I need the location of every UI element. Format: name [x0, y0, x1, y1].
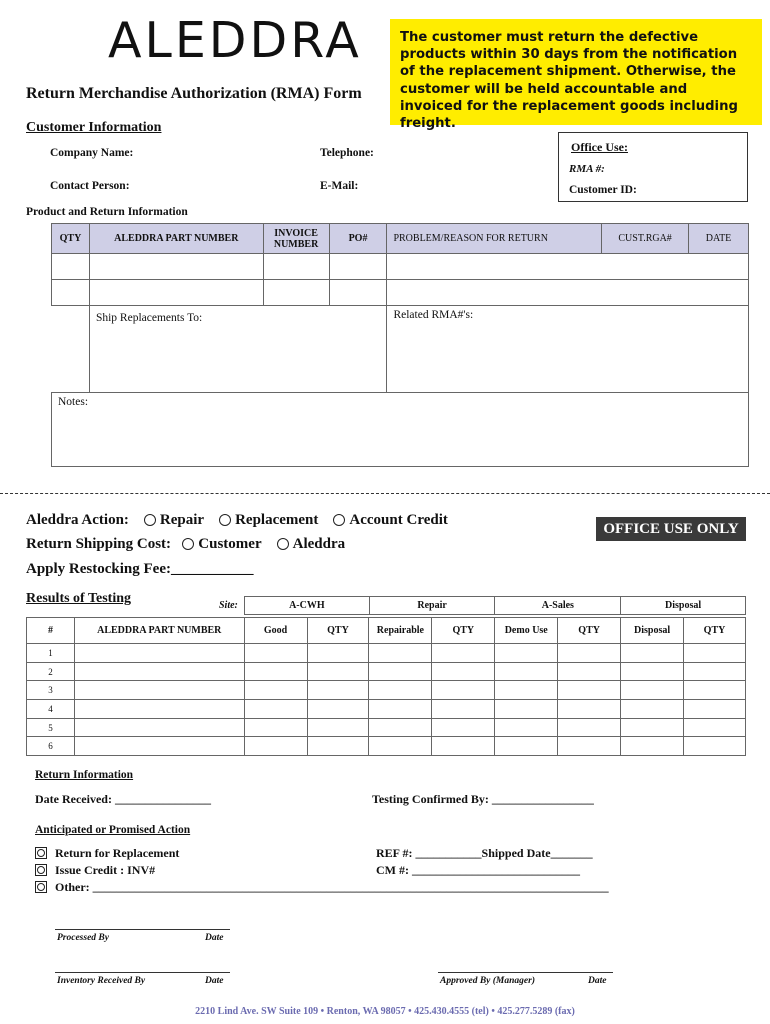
testing-cell[interactable] — [558, 644, 621, 663]
testing-cell[interactable] — [684, 718, 746, 737]
aleddra-option: Aleddra — [292, 536, 346, 552]
problem-cell[interactable] — [387, 280, 749, 306]
testing-cell[interactable] — [244, 737, 307, 756]
testing-cell[interactable] — [369, 681, 432, 700]
results-testing-heading: Results of Testing — [26, 591, 132, 606]
office-use-only-badge: OFFICE USE ONLY — [596, 517, 746, 541]
testing-cell[interactable] — [495, 700, 558, 719]
header-problem-reason: PROBLEM/REASON FOR RETURN — [387, 224, 602, 254]
customer-info-heading: Customer Information — [26, 120, 162, 135]
account-credit-option: Account Credit — [349, 512, 448, 528]
testing-row — [27, 700, 746, 719]
issue-credit-item[interactable] — [35, 863, 155, 878]
testing-cell[interactable] — [432, 644, 495, 663]
aleddra-logo: ALEDDRA — [108, 12, 362, 69]
group-disposal: Disposal — [621, 597, 746, 615]
testing-cell[interactable] — [684, 662, 746, 681]
testing-cell[interactable] — [369, 662, 432, 681]
aleddra-radio[interactable] — [277, 538, 289, 550]
inventory-received-label: Inventory Received By — [57, 976, 146, 986]
testing-cell[interactable] — [495, 681, 558, 700]
testing-cell[interactable] — [621, 662, 684, 681]
testing-row — [27, 644, 746, 663]
testing-row — [27, 718, 746, 737]
customer-id-label: Customer ID: — [569, 184, 637, 196]
form-title: Return Merchandise Authorization (RMA) Form — [26, 85, 362, 102]
testing-table — [26, 617, 746, 756]
testing-cell[interactable] — [74, 662, 244, 681]
testing-cell[interactable] — [621, 700, 684, 719]
restocking-fee-field[interactable]: Apply Restocking Fee:___________ — [26, 561, 254, 577]
group-a-cwh: A-CWH — [245, 597, 370, 615]
invoice-cell[interactable] — [263, 254, 329, 280]
processed-by-line[interactable] — [55, 929, 230, 930]
testing-cell[interactable] — [495, 737, 558, 756]
inventory-received-line[interactable] — [55, 972, 230, 973]
row-number: 3 — [27, 681, 75, 700]
account-credit-radio[interactable] — [333, 514, 345, 526]
testing-cell[interactable] — [432, 700, 495, 719]
product-info-heading: Product and Return Information — [26, 206, 188, 218]
testing-cell[interactable] — [369, 737, 432, 756]
testing-cell[interactable] — [307, 681, 369, 700]
other-item[interactable] — [35, 880, 609, 895]
return-replacement-item[interactable] — [35, 846, 179, 861]
testing-cell[interactable] — [495, 644, 558, 663]
testing-cell[interactable] — [558, 662, 621, 681]
ref-number-field[interactable]: REF #: ___________Shipped Date_______ — [376, 846, 593, 860]
approved-by-line[interactable] — [438, 972, 613, 973]
processed-date-label: Date — [205, 933, 224, 943]
ship-related-row — [52, 306, 749, 393]
testing-cell[interactable] — [684, 700, 746, 719]
testing-row — [27, 737, 746, 756]
testing-cell[interactable] — [621, 737, 684, 756]
testing-cell[interactable] — [432, 718, 495, 737]
testing-cell[interactable] — [495, 662, 558, 681]
group-a-sales: A-Sales — [495, 597, 621, 615]
date-received-field[interactable]: Date Received: ________________ — [35, 792, 211, 806]
testing-cell[interactable] — [244, 662, 307, 681]
notes-field[interactable] — [52, 393, 749, 467]
return-notice: The customer must return the defective products within 30 days from the notification of the replacement shipment. Otherwise, the customer will be held accountable and invoiced for the replacement goods including freight. — [390, 19, 762, 125]
approved-by-label: Approved By (Manager) — [440, 976, 535, 986]
header-qty: QTY — [684, 618, 746, 644]
issue-credit-label: Issue Credit : INV# — [55, 863, 156, 877]
aleddra-action-label: Aleddra Action: — [26, 512, 129, 528]
row-number: 5 — [27, 718, 75, 737]
replacement-option: Replacement — [235, 512, 319, 528]
header-cust-rga: CUST.RGA# — [602, 224, 689, 254]
office-use-title: Office Use: — [571, 140, 628, 154]
testing-cell[interactable] — [684, 737, 746, 756]
shipping-cost-label: Return Shipping Cost: — [26, 536, 172, 552]
header-part-number: ALEDDRA PART NUMBER — [89, 224, 263, 254]
aleddra-action-row — [26, 512, 448, 529]
ship-replacements-label: Ship Replacements To: — [95, 312, 203, 324]
part-number-cell[interactable] — [89, 280, 263, 306]
testing-cell[interactable] — [369, 718, 432, 737]
email-label: E-Mail: — [320, 180, 359, 192]
related-rma-field[interactable] — [387, 306, 749, 393]
header-qty: QTY — [307, 618, 369, 644]
header-part-number: ALEDDRA PART NUMBER — [74, 618, 244, 644]
row-number: 4 — [27, 700, 75, 719]
testing-cell[interactable] — [307, 662, 369, 681]
rma-number-label: RMA #: — [569, 163, 605, 175]
header-disposal: Disposal — [621, 618, 684, 644]
processed-by-label: Processed By — [57, 933, 109, 943]
testing-cell[interactable] — [369, 644, 432, 663]
cm-number-field[interactable]: CM #: ____________________________ — [376, 863, 580, 877]
testing-cell[interactable] — [307, 737, 369, 756]
invoice-cell[interactable] — [263, 280, 329, 306]
testing-cell[interactable] — [244, 700, 307, 719]
header-good: Good — [244, 618, 307, 644]
footer-address: 2210 Lind Ave. SW Suite 109 • Renton, WA 98057 • 425.430.4555 (tel) • 425.277.5289 (fax) — [195, 1006, 575, 1017]
testing-cell[interactable] — [369, 700, 432, 719]
header-qty: QTY — [52, 224, 90, 254]
customer-option: Customer — [198, 536, 262, 552]
repair-radio[interactable] — [144, 514, 156, 526]
testing-cell[interactable] — [74, 681, 244, 700]
return-replacement-checkbox[interactable] — [35, 847, 47, 859]
testing-cell[interactable] — [244, 718, 307, 737]
repair-option: Repair — [159, 512, 205, 528]
problem-cell[interactable] — [387, 254, 749, 280]
testing-cell[interactable] — [244, 644, 307, 663]
site-group-header — [244, 596, 746, 615]
row-number: 2 — [27, 662, 75, 681]
testing-cell[interactable] — [244, 681, 307, 700]
replacement-radio[interactable] — [219, 514, 231, 526]
inventory-date-label: Date — [205, 976, 224, 986]
testing-cell[interactable] — [307, 644, 369, 663]
testing-cell[interactable] — [495, 718, 558, 737]
product-row — [52, 280, 749, 306]
testing-cell[interactable] — [558, 718, 621, 737]
contact-person-label: Contact Person: — [50, 180, 130, 192]
testing-rows — [27, 644, 746, 756]
site-label: Site: — [219, 600, 238, 611]
part-number-cell[interactable] — [89, 254, 263, 280]
header-row-number: # — [27, 618, 75, 644]
testing-cell[interactable] — [684, 644, 746, 663]
testing-cell[interactable] — [684, 681, 746, 700]
header-repairable: Repairable — [369, 618, 432, 644]
testing-cell[interactable] — [74, 737, 244, 756]
po-cell[interactable] — [329, 254, 387, 280]
qty-cell[interactable] — [52, 254, 90, 280]
notes-row — [52, 393, 749, 467]
customer-radio[interactable] — [182, 538, 194, 550]
testing-cell[interactable] — [307, 718, 369, 737]
telephone-label: Telephone: — [320, 147, 374, 159]
testing-cell[interactable] — [74, 700, 244, 719]
testing-cell[interactable] — [621, 681, 684, 700]
header-date: DATE — [689, 224, 749, 254]
testing-cell[interactable] — [432, 681, 495, 700]
section-divider — [0, 493, 770, 494]
testing-cell[interactable] — [621, 718, 684, 737]
testing-cell[interactable] — [307, 700, 369, 719]
company-name-label: Company Name: — [50, 147, 134, 159]
other-label: Other: ______________________________________________________________________________________ — [55, 880, 609, 894]
header-demo-use: Demo Use — [495, 618, 558, 644]
po-cell[interactable] — [329, 280, 387, 306]
row-number: 1 — [27, 644, 75, 663]
testing-cell[interactable] — [621, 644, 684, 663]
return-replacement-label: Return for Replacement — [55, 846, 180, 860]
shipping-cost-row — [26, 536, 345, 553]
testing-row — [27, 681, 746, 700]
office-use-box — [558, 132, 748, 202]
notes-label: Notes: — [58, 396, 89, 408]
related-rma-label: Related RMA#'s: — [393, 309, 474, 321]
testing-confirmed-field[interactable]: Testing Confirmed By: _________________ — [372, 792, 594, 806]
group-repair: Repair — [369, 597, 495, 615]
testing-cell[interactable] — [74, 644, 244, 663]
product-header-row — [52, 224, 749, 254]
header-po: PO# — [329, 224, 387, 254]
header-invoice-number: INVOICE NUMBER — [263, 224, 329, 254]
product-table — [51, 223, 749, 467]
testing-cell[interactable] — [74, 718, 244, 737]
row-number: 6 — [27, 737, 75, 756]
ship-replacements-field[interactable] — [89, 306, 387, 393]
header-qty: QTY — [432, 618, 495, 644]
issue-credit-checkbox[interactable] — [35, 864, 47, 876]
product-row — [52, 254, 749, 280]
testing-cell[interactable] — [558, 700, 621, 719]
testing-cell[interactable] — [432, 662, 495, 681]
header-qty: QTY — [558, 618, 621, 644]
testing-cell[interactable] — [432, 737, 495, 756]
testing-header-row — [27, 618, 746, 644]
testing-cell[interactable] — [558, 737, 621, 756]
return-info-heading: Return Information — [35, 769, 134, 781]
testing-row — [27, 662, 746, 681]
approved-date-label: Date — [588, 976, 607, 986]
qty-cell[interactable] — [52, 280, 90, 306]
testing-cell[interactable] — [558, 681, 621, 700]
other-checkbox[interactable] — [35, 881, 47, 893]
anticipated-action-heading: Anticipated or Promised Action — [35, 824, 191, 836]
